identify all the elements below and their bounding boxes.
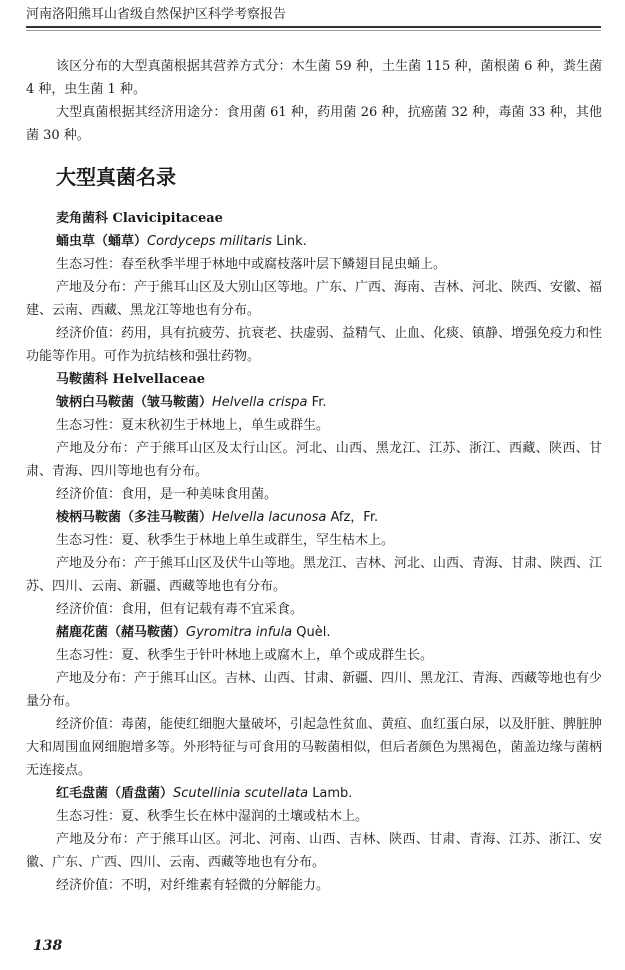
ecology-paragraph: 生态习性：夏、秋季生于针叶林地上或腐木上，单个或成群生长。 [56, 648, 434, 663]
family-heading: 马鞍菌科 Helvellaceae [56, 372, 206, 387]
value-paragraph: 经济价值：药用，具有抗疲劳、抗衰老、扶虚弱、益精气、止血、化痰、镇静、增强免疫力和性功能等作用。可作为抗结核和强壮药物。 [26, 326, 603, 364]
species-author: Lamb. [312, 786, 353, 801]
species-cn-name: 皱柄白马鞍菌（皱马鞍菌） [56, 395, 213, 410]
page-body [26, 55, 602, 897]
ecology-paragraph: 生态习性：夏、秋季生于林地上单生或群生，罕生枯木上。 [56, 533, 395, 548]
species-author: Fr. [311, 395, 327, 410]
intro-paragraph: 大型真菌根据其经济用途分：食用菌 61 种，药用菌 26 种，抗癌菌 32 种，毒菌 33 种，其他菌 30 种。 [26, 105, 602, 143]
species-cn-name: 赭鹿花菌（赭马鞍菌） [56, 625, 187, 640]
species-heading [56, 782, 602, 805]
species-author: Quèl. [296, 625, 331, 640]
header-rule-thin [26, 30, 601, 31]
species-heading [56, 506, 602, 529]
header-rule-thick [26, 26, 601, 28]
value-paragraph: 经济价值：不明，对纤维素有轻微的分解能力。 [56, 878, 330, 893]
species-cn-name: 棱柄马鞍菌（多洼马鞍菌） [56, 510, 213, 525]
species-cn-name: 红毛盘菌（盾盘菌） [56, 786, 174, 801]
distribution-paragraph: 产地及分布：产于熊耳山区及大别山区等地。广东、广西、海南、吉林、河北、陕西、安徽、福建、云南、西藏、黑龙江等地也有分布。 [26, 280, 603, 318]
family-heading: 麦角菌科 Clavicipitaceae [56, 211, 223, 226]
ecology-paragraph: 生态习性：夏、秋季生长在林中湿润的土壤或枯木上。 [56, 809, 369, 824]
species-latin-name: Gyromitra infula [186, 625, 293, 640]
species-latin-name: Scutellinia scutellata [173, 786, 309, 801]
distribution-paragraph: 产地及分布：产于熊耳山区。河北、河南、山西、吉林、陕西、甘肃、青海、江苏、浙江、安徽、广东、广西、四川、云南、西藏等地也有分布。 [26, 832, 602, 870]
distribution-paragraph: 产地及分布：产于熊耳山区及太行山区。河北、山西、黑龙江、江苏、浙江、西藏、陕西、甘肃、青海、四川等地也有分布。 [26, 441, 602, 479]
value-paragraph: 经济价值：食用，但有记载有毒不宜采食。 [56, 602, 304, 617]
species-cn-name: 蛹虫草（蛹草） [56, 234, 148, 249]
section-title: 大型真菌名录 [56, 165, 176, 189]
value-paragraph: 经济价值：食用，是一种美味食用菌。 [56, 487, 278, 502]
species-latin-name: Helvella lacunosa [212, 510, 327, 525]
species-heading [56, 391, 602, 414]
distribution-paragraph: 产地及分布：产于熊耳山区及伏牛山等地。黑龙江、吉林、河北、山西、青海、甘肃、陕西、江苏、四川、云南、新疆、西藏等地也有分布。 [26, 556, 603, 594]
running-header: 河南洛阳熊耳山省级自然保护区科学考察报告 [26, 7, 287, 22]
distribution-paragraph: 产地及分布：产于熊耳山区。吉林、山西、甘肃、新疆、四川、黑龙江、青海、西藏等地也有少量分布。 [26, 671, 603, 709]
species-latin-name: Cordyceps militaris [147, 234, 272, 249]
intro-paragraph: 该区分布的大型真菌根据其营养方式分：木生菌 59 种，土生菌 115 种，菌根菌 6 种，粪生菌 4 种，虫生菌 1 种。 [26, 59, 602, 97]
species-heading [56, 230, 602, 253]
value-paragraph: 经济价值：毒菌，能使红细胞大量破坏，引起急性贫血、黄疸、血红蛋白尿，以及肝脏、脾脏肿大和周围血网细胞增多等。外形特征与可食用的马鞍菌相似，但后者颜色为黑褐色，菌盖边缘与菌柄无连接点。 [26, 717, 603, 778]
species-author: Link. [276, 234, 307, 249]
page-number: 138 [33, 938, 63, 954]
species-author: Afz，Fr. [330, 510, 379, 525]
species-heading [56, 621, 602, 644]
ecology-paragraph: 生态习性：春至秋季半埋于林地中或腐枝落叶层下鳞翅目昆虫蛹上。 [56, 257, 447, 272]
species-latin-name: Helvella crispa [212, 395, 308, 410]
ecology-paragraph: 生态习性：夏末秋初生于林地上，单生或群生。 [56, 418, 330, 433]
